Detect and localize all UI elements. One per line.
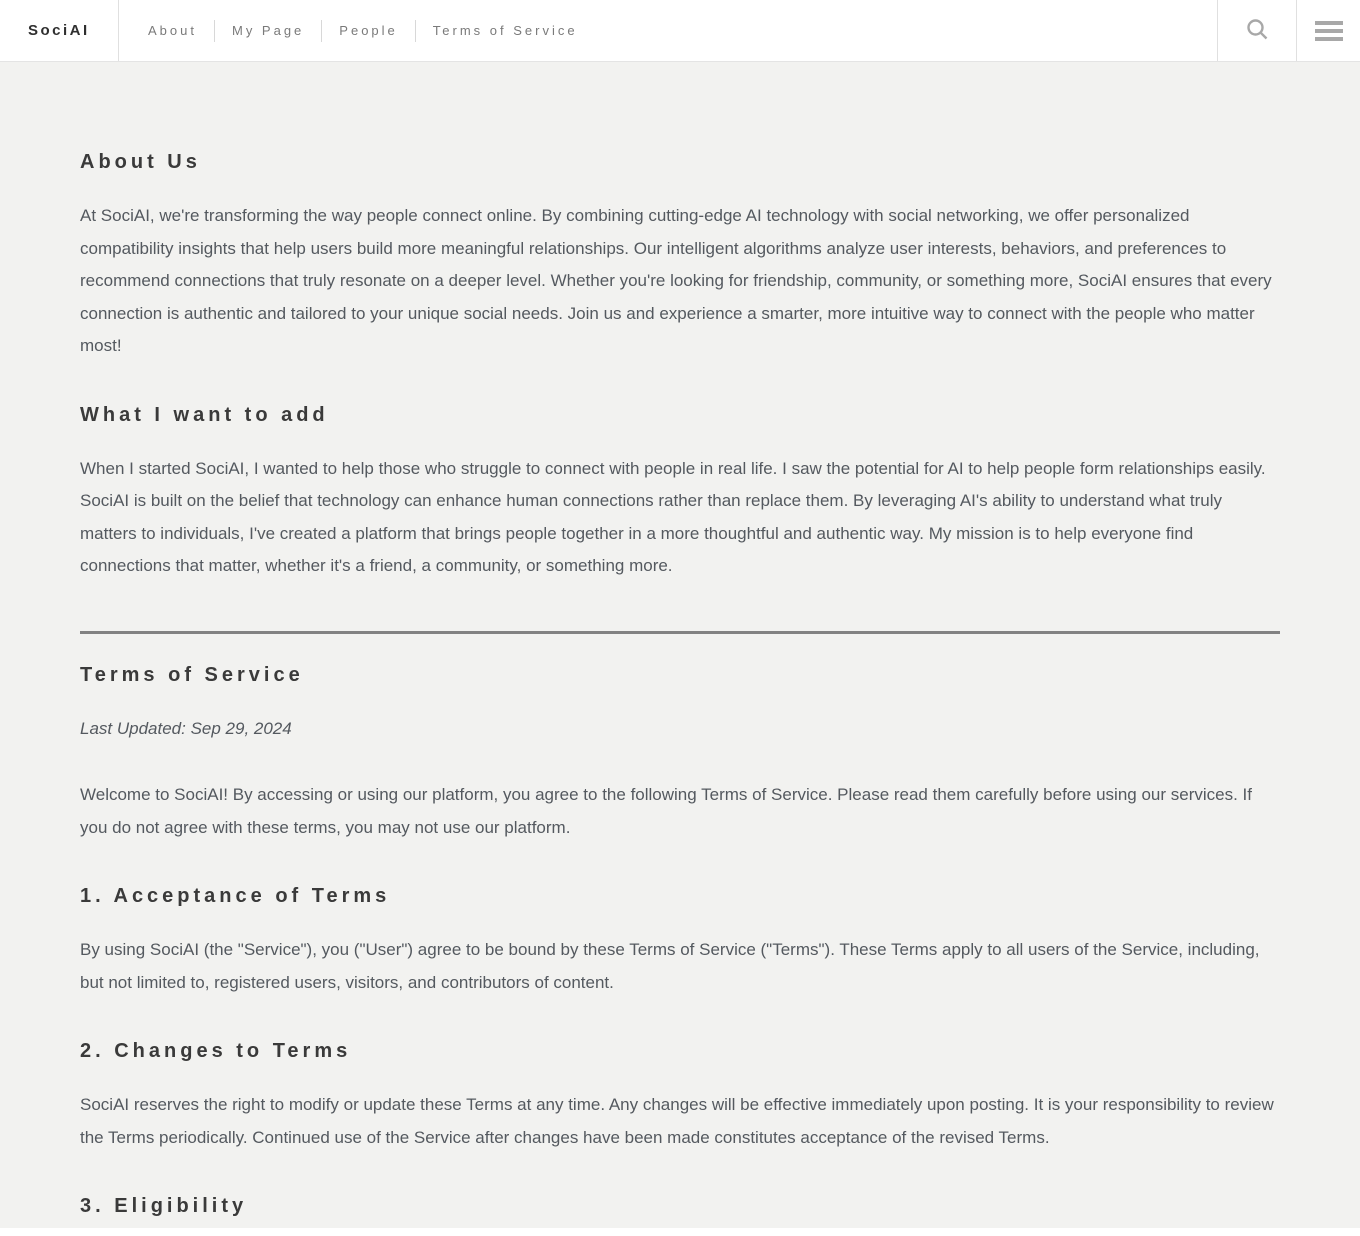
terms-section-3-heading: 3. Eligibility (80, 1195, 248, 1217)
search-icon (1245, 17, 1269, 44)
page-content (80, 62, 1280, 1218)
top-navigation-bar (0, 0, 1360, 62)
terms-section-2-paragraph: SociAI reserves the right to modify or update these Terms at any time. Any changes will be effective immediately upon posting. It is your responsibility to review the Terms periodically. Continued use of the Service after changes have been made constitutes acceptance of the revised Terms. (80, 1095, 1274, 1147)
about-us-paragraph: At SociAI, we're transforming the way people connect online. By combining cutting-edge AI technology with social networking, we offer personalized compatibility insights that help users build more meaningful relationships. Our intelligent algorithms analyze user interests, behaviors, and preferences to recommend connections that truly resonate on a deeper level. Whether you're looking for friendship, community, or something more, SociAI ensures that every connection is authentic and tailored to your unique social needs. Join us and experience a smarter, more intuitive way to connect with the people who matter most! (80, 206, 1272, 355)
about-us-heading: About Us (80, 151, 201, 173)
menu-button[interactable] (1297, 0, 1360, 61)
search-button[interactable] (1218, 0, 1296, 61)
brand-logo[interactable]: SociAI (0, 0, 119, 61)
terms-section-1-heading: 1. Acceptance of Terms (80, 885, 391, 907)
main-nav (119, 0, 1217, 61)
terms-intro-paragraph: Welcome to SociAI! By accessing or using our platform, you agree to the following Terms of Service. Please read them carefully before using our services. If you do not agree with these terms, you may not use our platform. (80, 785, 1252, 837)
nav-item-people[interactable]: People (339, 23, 398, 38)
founder-note-paragraph: When I started SociAI, I wanted to help those who struggle to connect with people in real life. I saw the potential for AI to help people form relationships easily. SociAI is built on the belief that technology can enhance human connections rather than replace them. By leveraging AI's ability to understand what truly matters to individuals, I've created a platform that brings people together in a more thoughtful and authentic way. My mission is to help everyone find connections that matter, whether it's a friend, a community, or something more. (80, 458, 1266, 575)
nav-item-terms-of-service[interactable]: Terms of Service (432, 23, 578, 38)
terms-of-service-section (80, 663, 1280, 1219)
last-updated-text: Last Updated: Sep 29, 2024 (80, 718, 292, 738)
footer-strip (0, 1228, 1360, 1236)
nav-right-controls (1217, 0, 1360, 61)
terms-section-1-paragraph: By using SociAI (the "Service"), you ("User") agree to be bound by these Terms of Service ("Terms"). These Terms apply to all users of the Service, including, but not limited to, registered users, visitors, and contributors of content. (80, 940, 1260, 992)
nav-item-my-page[interactable]: My Page (231, 23, 305, 38)
section-divider (80, 631, 1280, 634)
founder-note-section (80, 403, 1280, 583)
about-us-section (80, 150, 1280, 363)
terms-of-service-heading: Terms of Service (80, 663, 304, 686)
terms-section-2-heading: 2. Changes to Terms (80, 1040, 352, 1062)
hamburger-icon (1315, 21, 1343, 41)
nav-item-about[interactable]: About (148, 23, 197, 38)
founder-note-heading: What I want to add (80, 403, 329, 426)
